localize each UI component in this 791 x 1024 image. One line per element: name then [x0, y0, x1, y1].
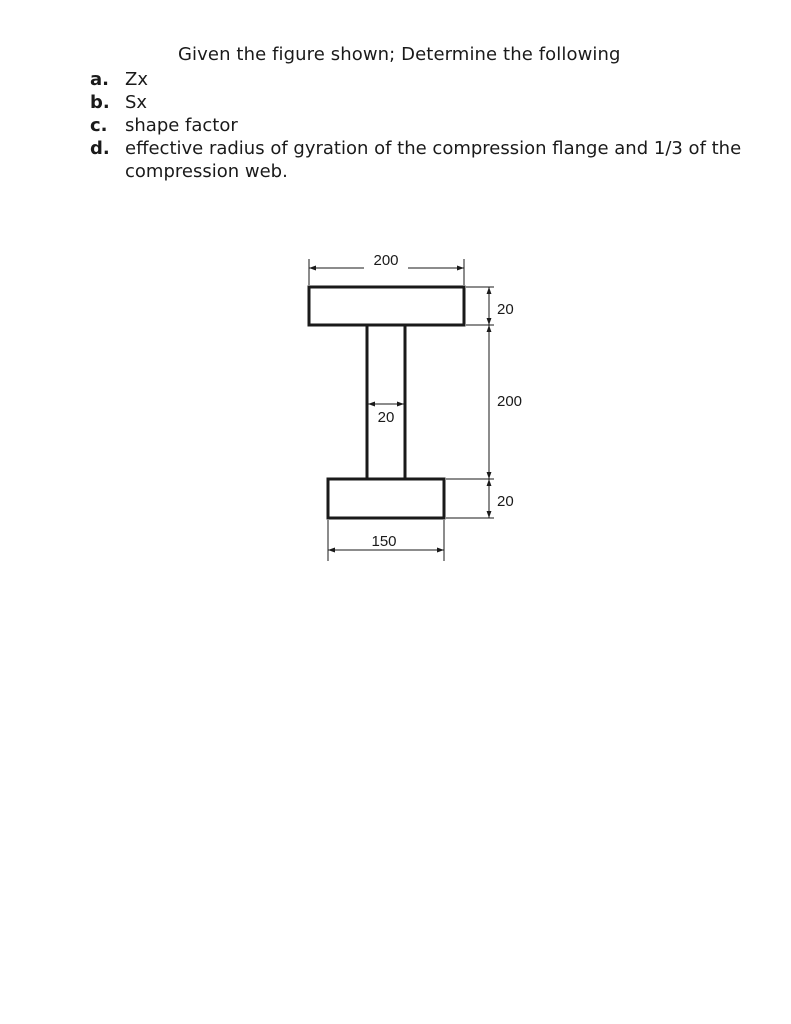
question-letter: a.	[90, 69, 109, 90]
top-flange-thickness-label: 20	[497, 301, 514, 318]
top-flange	[309, 287, 464, 325]
page-heading: Given the figure shown; Determine the following	[178, 44, 621, 65]
top-flange-width-label: 200	[373, 252, 399, 269]
question-text: shape factor	[125, 115, 238, 136]
web	[367, 325, 405, 479]
question-text: effective radius of gyration of the compression flange and 1/3 of the compression web.	[125, 138, 742, 182]
bottom-flange-width-label: 150	[371, 533, 397, 550]
dimension-lines	[309, 268, 489, 550]
question-text: Sx	[125, 92, 148, 113]
i-beam-section	[309, 287, 464, 518]
question-letter: d.	[90, 138, 110, 159]
web-height-label: 200	[497, 393, 523, 410]
extension-lines	[309, 259, 494, 561]
question-text: Zx	[125, 69, 148, 90]
bottom-flange	[328, 479, 444, 518]
question-letter: c.	[90, 115, 108, 136]
web-thickness-label: 20	[377, 409, 395, 426]
question-letter: b.	[90, 92, 110, 113]
bottom-flange-thickness-label: 20	[497, 493, 514, 510]
